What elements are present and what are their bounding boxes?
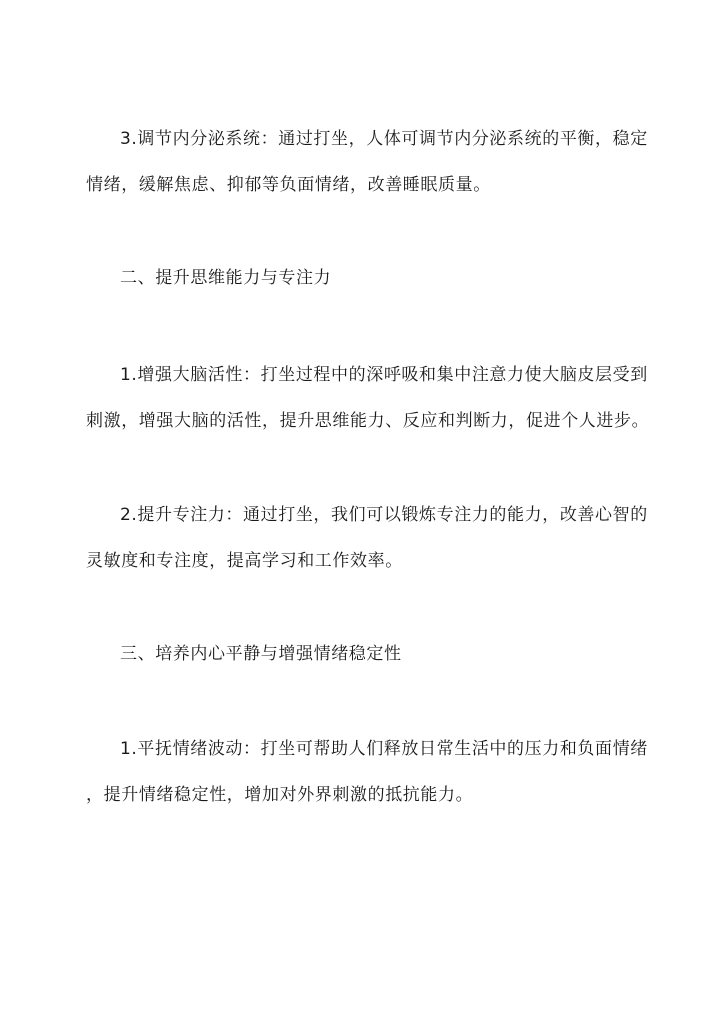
paragraph-regulate-endocrine: [86, 116, 648, 208]
section-heading-inner-calm: 三、培养内心平静与增强情绪稳定性: [120, 644, 402, 664]
paragraph-soothe-emotions: [86, 726, 648, 818]
section-heading-thinking-focus: 二、提升思维能力与专注力: [120, 268, 332, 288]
paragraph-line: ，提升情绪稳定性，增加对外界刺激的抵抗能力。: [86, 785, 474, 805]
paragraph-line: 3.调节内分泌系统：通过打坐，人体可调节内分泌系统的平衡，稳定: [120, 129, 648, 149]
paragraph-line: 1.增强大脑活性：打坐过程中的深呼吸和集中注意力使大脑皮层受到: [120, 365, 648, 385]
paragraph-line: 2.提升专注力：通过打坐，我们可以锻炼专注力的能力，改善心智的: [120, 505, 648, 525]
paragraph-line: 刺激，增强大脑的活性，提升思维能力、反应和判断力，促进个人进步。: [86, 411, 650, 431]
paragraph-line: 1.平抚情绪波动：打坐可帮助人们释放日常生活中的压力和负面情绪: [120, 739, 648, 759]
paragraph-line: 灵敏度和专注度，提高学习和工作效率。: [86, 551, 403, 571]
paragraph-brain-activity: [86, 352, 650, 444]
paragraph-improve-focus: [86, 492, 648, 584]
paragraph-line: 情绪，缓解焦虑、抑郁等负面情绪，改善睡眠质量。: [86, 175, 491, 195]
